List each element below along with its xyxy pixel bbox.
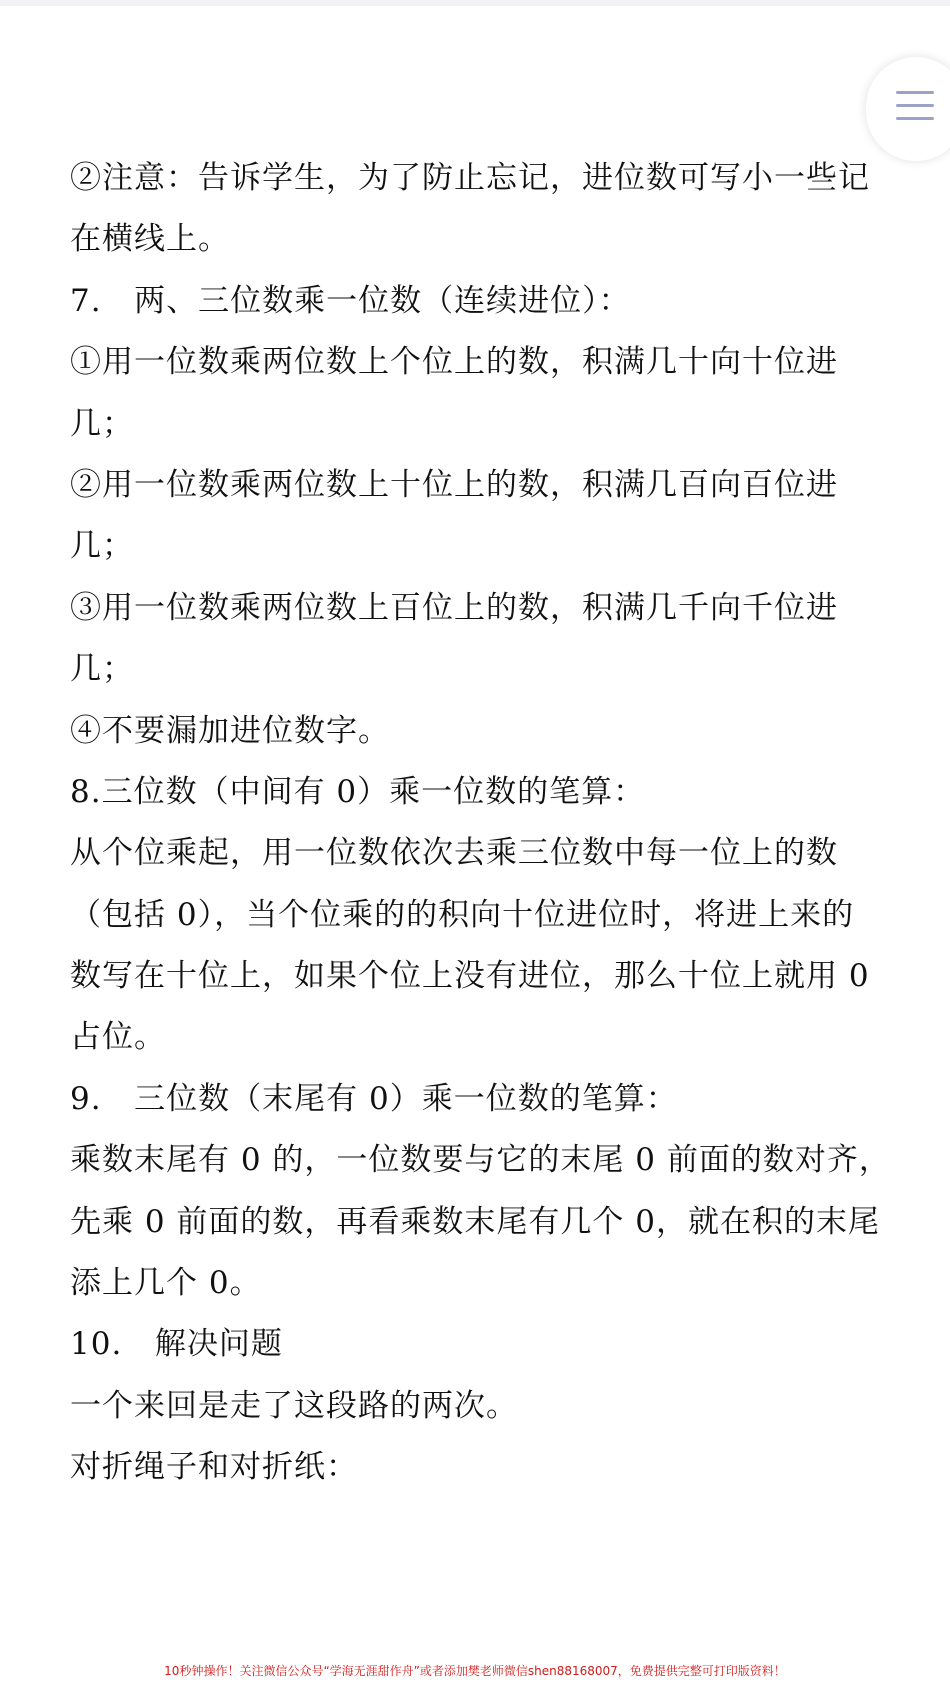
document-body [70,148,890,1499]
section-heading-10: 10. 解决问题 [70,1326,283,1363]
section-heading-9: 9. 三位数（末尾有 0）乘一位数的笔算： [70,1080,678,1117]
text-line: 占位。 [70,1019,166,1056]
text-line: ②用一位数乘两位数上十位上的数，积满几百向百位进 [70,466,838,503]
text-line: 添上几个 0。 [70,1265,262,1302]
text-line: （包括 0），当个位乘的的积向十位进位时，将进上来的 [70,896,855,933]
text-line: 一个来回是走了这段路的两次。 [70,1387,518,1424]
text-line: 几； [70,651,134,688]
text-line: ③用一位数乘两位数上百位上的数，积满几千向千位进 [70,589,838,626]
top-strip [0,0,950,6]
text-line: ②注意：告诉学生，为了防止忘记，进位数可写小一些记 [70,160,870,196]
hamburger-menu-icon [896,89,934,123]
section-heading-7: 7. 两、三位数乘一位数（连续进位）： [70,282,631,319]
text-line: 从个位乘起，用一位数依次去乘三位数中每一位上的数 [70,835,838,872]
text-line: ①用一位数乘两位数上个位上的数，积满几十向十位进 [70,344,838,381]
section-heading-8: 8.三位数（中间有 0）乘一位数的笔算： [70,773,646,810]
text-line: 乘数末尾有 0 的，一位数要与它的末尾 0 前面的数对齐， [70,1142,891,1179]
text-line: 数写在十位上，如果个位上没有进位，那么十位上就用 0 [70,958,870,995]
menu-button[interactable] [866,57,950,161]
text-line: 几； [70,528,134,565]
text-line: 几； [70,405,134,442]
text-line: 先乘 0 前面的数，再看乘数末尾有几个 0，就在积的末尾 [70,1203,881,1240]
text-line: ④不要漏加进位数字。 [70,712,390,749]
text-line: 对折绳子和对折纸： [70,1449,358,1486]
footer-notice: 10秒钟操作！关注微信公众号“学海无涯甜作舟”或者添加樊老师微信shen88168007，免费提供完整可打印版资料！ [164,1664,786,1678]
text-line: 在横线上。 [70,221,230,258]
